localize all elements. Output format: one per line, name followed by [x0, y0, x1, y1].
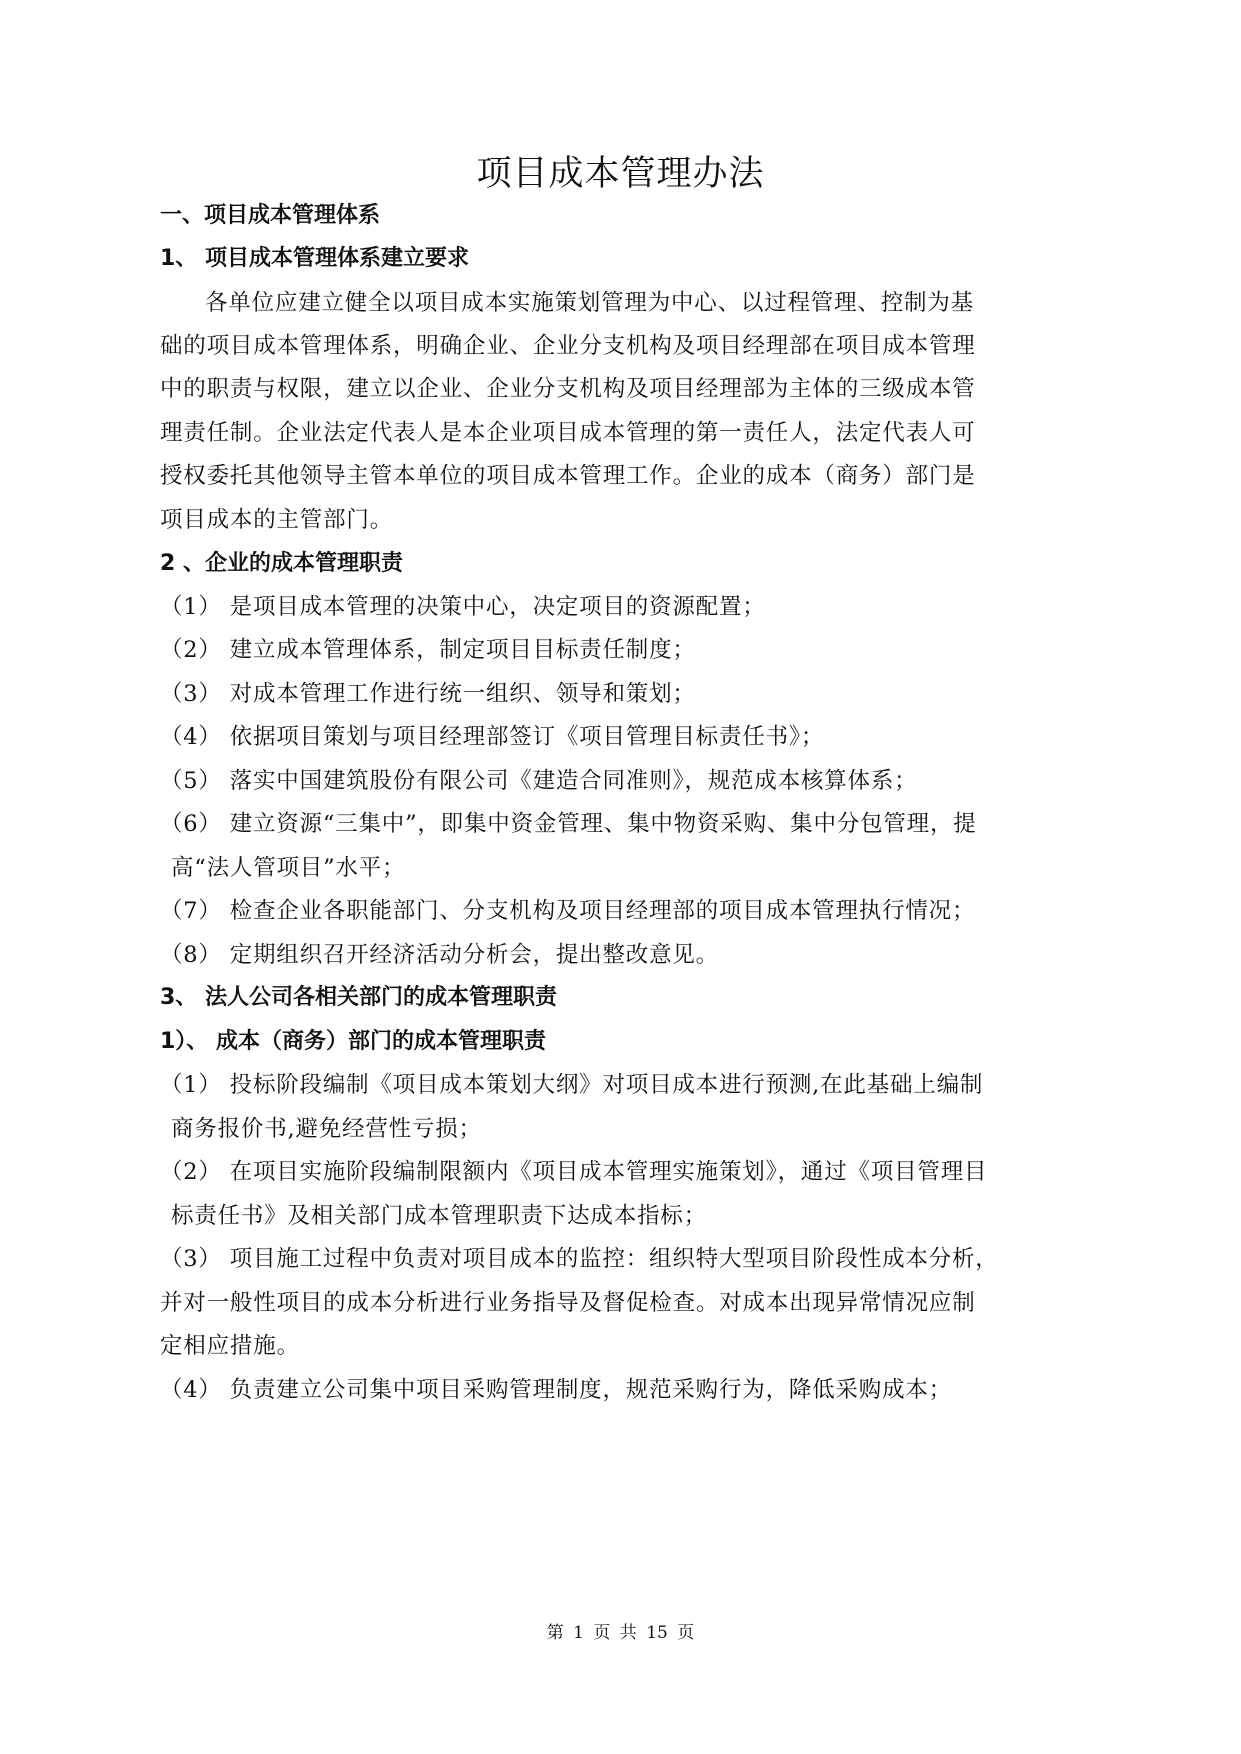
subsection-heading: 1、 项目成本管理体系建立要求 — [160, 246, 469, 271]
paragraph-line: 授权委托其他领导主管本单位的项目成本管理工作。企业的成本（商务）部门是 — [160, 463, 976, 489]
subsection-heading: 2 、企业的成本管理职责 — [160, 551, 403, 576]
paragraph-line: 各单位应建立健全以项目成本实施策划管理为中心、以过程管理、控制为基 — [205, 290, 974, 316]
list-item-continuation: 定相应措施。 — [160, 1333, 300, 1359]
list-item-continuation: 标责任书》及相关部门成本管理职责下达成本指标； — [171, 1203, 707, 1229]
list-item-continuation: 高“法人管项目”水平； — [171, 855, 406, 881]
list-item: （2） 建立成本管理体系，制定项目目标责任制度； — [160, 637, 696, 663]
section-heading: 一、项目成本管理体系 — [160, 203, 381, 228]
list-item: （8） 定期组织召开经济活动分析会，提出整改意见。 — [160, 942, 719, 968]
list-item: （3） 对成本管理工作进行统一组织、领导和策划； — [160, 681, 696, 707]
paragraph-line: 中的职责与权限，建立以企业、企业分支机构及项目经理部为主体的三级成本管 — [160, 376, 976, 402]
list-item: （1） 投标阶段编制《项目成本策划大纲》对项目成本进行预测,在此基础上编制 — [160, 1072, 984, 1098]
list-item: （4） 依据项目策划与项目经理部签订《项目管理目标责任书》； — [160, 724, 825, 750]
list-item: （4） 负责建立公司集中项目采购管理制度，规范采购行为，降低采购成本； — [160, 1377, 952, 1403]
list-item: （2） 在项目实施阶段编制限额内《项目成本管理实施策划》，通过《项目管理目 — [160, 1159, 988, 1185]
document-title: 项目成本管理办法 — [476, 154, 765, 194]
subsection-heading: 3、 法人公司各相关部门的成本管理职责 — [160, 985, 557, 1010]
paragraph-line: 项目成本的主管部门。 — [160, 507, 394, 533]
page-footer: 第 1 页 共 15 页 — [546, 1623, 695, 1643]
list-item: （6） 建立资源“三集中”，即集中资金管理、集中物资采购、集中分包管理，提 — [160, 811, 977, 837]
list-item: （1） 是项目成本管理的决策中心，决定项目的资源配置； — [160, 594, 766, 620]
paragraph-line: 础的项目成本管理体系，明确企业、企业分支机构及项目经理部在项目成本管理 — [160, 333, 976, 359]
list-item-continuation: 并对一般性项目的成本分析进行业务指导及督促检查。对成本出现异常情况应制 — [160, 1290, 976, 1316]
subsection-heading: 1）、 成本（商务）部门的成本管理职责 — [160, 1029, 546, 1054]
list-item: （5） 落实中国建筑股份有限公司《建造合同准则》，规范成本核算体系； — [160, 768, 918, 794]
list-item: （3） 项目施工过程中负责对项目成本的监控：组织特大型项目阶段性成本分析， — [160, 1246, 999, 1272]
list-item: （7） 检查企业各职能部门、分支机构及项目经理部的项目成本管理执行情况； — [160, 898, 976, 924]
paragraph-line: 理责任制。企业法定代表人是本企业项目成本管理的第一责任人，法定代表人可 — [160, 420, 976, 446]
list-item-continuation: 商务报价书,避免经营性亏损； — [171, 1116, 482, 1142]
